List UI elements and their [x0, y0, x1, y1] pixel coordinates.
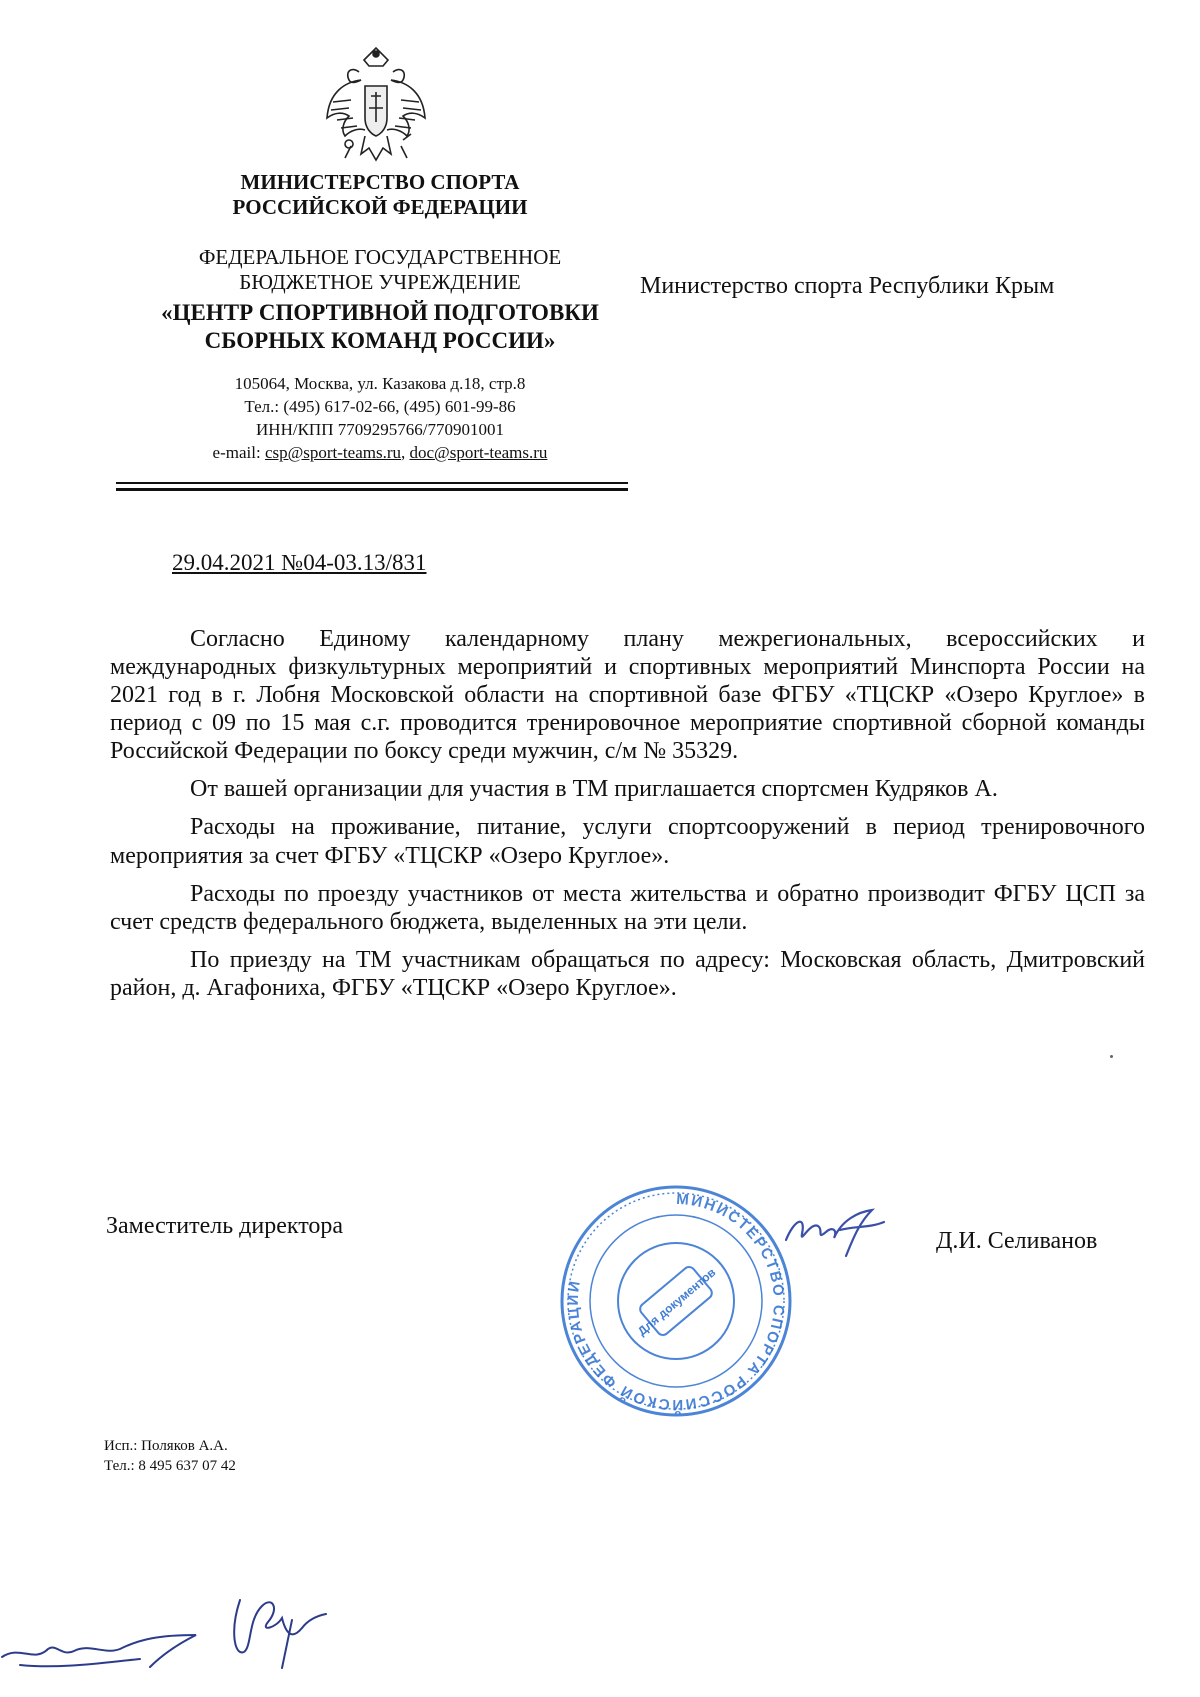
email-separator: , — [401, 442, 406, 462]
body-paragraph: Согласно Единому календарному плану межрегиональных, всероссийских и международных физкультурных мероприятий и спортивных мероприятий Минспорта России на 2021 год в г. Лобня Московской области на спортивной базе ФГБУ «ТЦСКР «Озеро Круглое» в период с 09 по 15 мая с.г. проводится тренировочное мероприятие спортивной сборной команды Российской Федерации по боксу среди мужчин, с/м № 35329. — [110, 626, 1145, 765]
letter-body — [110, 625, 1145, 1012]
addressee: Министерство спорта Республики Крым — [640, 273, 1055, 299]
executor-name: Исп.: Поляков А.А. — [104, 1438, 228, 1454]
letterhead-divider-thick — [116, 488, 628, 491]
ministry-line-1: МИНИСТЕРСТВО СПОРТА — [240, 170, 520, 194]
executor-info — [104, 1437, 236, 1476]
organization-type — [100, 245, 660, 295]
body-paragraph: По приезду на ТМ участникам обращаться по адресу: Московская область, Дмитровский район, д. Агафониха, ФГБУ «ТЦСКР «Озеро Круглое». — [110, 946, 1145, 1001]
email-link-csp[interactable]: csp@sport-teams.ru — [264, 442, 401, 462]
contact-block — [100, 373, 660, 465]
postal-address: 105064, Москва, ул. Казакова д.18, стр.8 — [234, 374, 526, 393]
org-line-1: ФЕДЕРАЛЬНОЕ ГОСУДАРСТВЕННОЕ — [198, 245, 562, 269]
body-paragraph: Расходы по проезду участников от места жительства и обратно производит ФГБУ ЦСП за счет средств федерального бюджета, выделенных на эти цели. — [110, 880, 1145, 935]
letterhead-divider-thin — [116, 482, 628, 484]
email-link-doc[interactable]: doc@sport-teams.ru — [409, 442, 548, 462]
organization-name — [100, 299, 660, 354]
ministry-line-2: РОССИЙСКОЙ ФЕДЕРАЦИИ — [232, 195, 528, 220]
registration-number: 29.04.2021 №04-03.13/831 — [172, 550, 427, 575]
body-paragraph: Расходы на проживание, питание, услуги спортсооружений в период тренировочного мероприятия за счет ФГБУ «ТЦСКР «Озеро Круглое». — [110, 814, 1145, 869]
center-line-2: СБОРНЫХ КОМАНД РОССИИ» — [204, 327, 556, 353]
handwritten-signature — [780, 1200, 890, 1262]
email-line — [100, 442, 660, 465]
executor-phone: Тел.: 8 495 637 07 42 — [104, 1457, 236, 1474]
phone-numbers: Тел.: (495) 617-02-66, (495) 601-99-86 — [244, 396, 516, 416]
official-stamp — [556, 1182, 796, 1420]
coat-of-arms-emblem — [321, 42, 431, 170]
email-label: e-mail: — [212, 442, 261, 462]
stamp-outer-text: МИНИСТЕРСТВО СПОРТА РОССИЙСКОЙ ФЕДЕРАЦИИ — [564, 1190, 788, 1414]
scan-speck — [1110, 1055, 1113, 1058]
ministry-name — [100, 170, 660, 220]
org-line-2: БЮДЖЕТНОЕ УЧРЕЖДЕНИЕ — [239, 270, 521, 295]
signatory-title: Заместитель директора — [106, 1213, 344, 1239]
signatory-name: Д.И. Селиванов — [936, 1228, 1098, 1254]
stamp-center-text: Для документов — [634, 1265, 719, 1339]
approval-signature-1 — [0, 1605, 210, 1675]
approval-signature-2 — [222, 1580, 332, 1670]
body-paragraph: От вашей организации для участия в ТМ приглашается спортсмен Кудряков А. — [190, 776, 998, 803]
center-line-1: «ЦЕНТР СПОРТИВНОЙ ПОДГОТОВКИ — [161, 300, 599, 325]
inn-kpp: ИНН/КПП 7709295766/770901001 — [256, 419, 504, 439]
